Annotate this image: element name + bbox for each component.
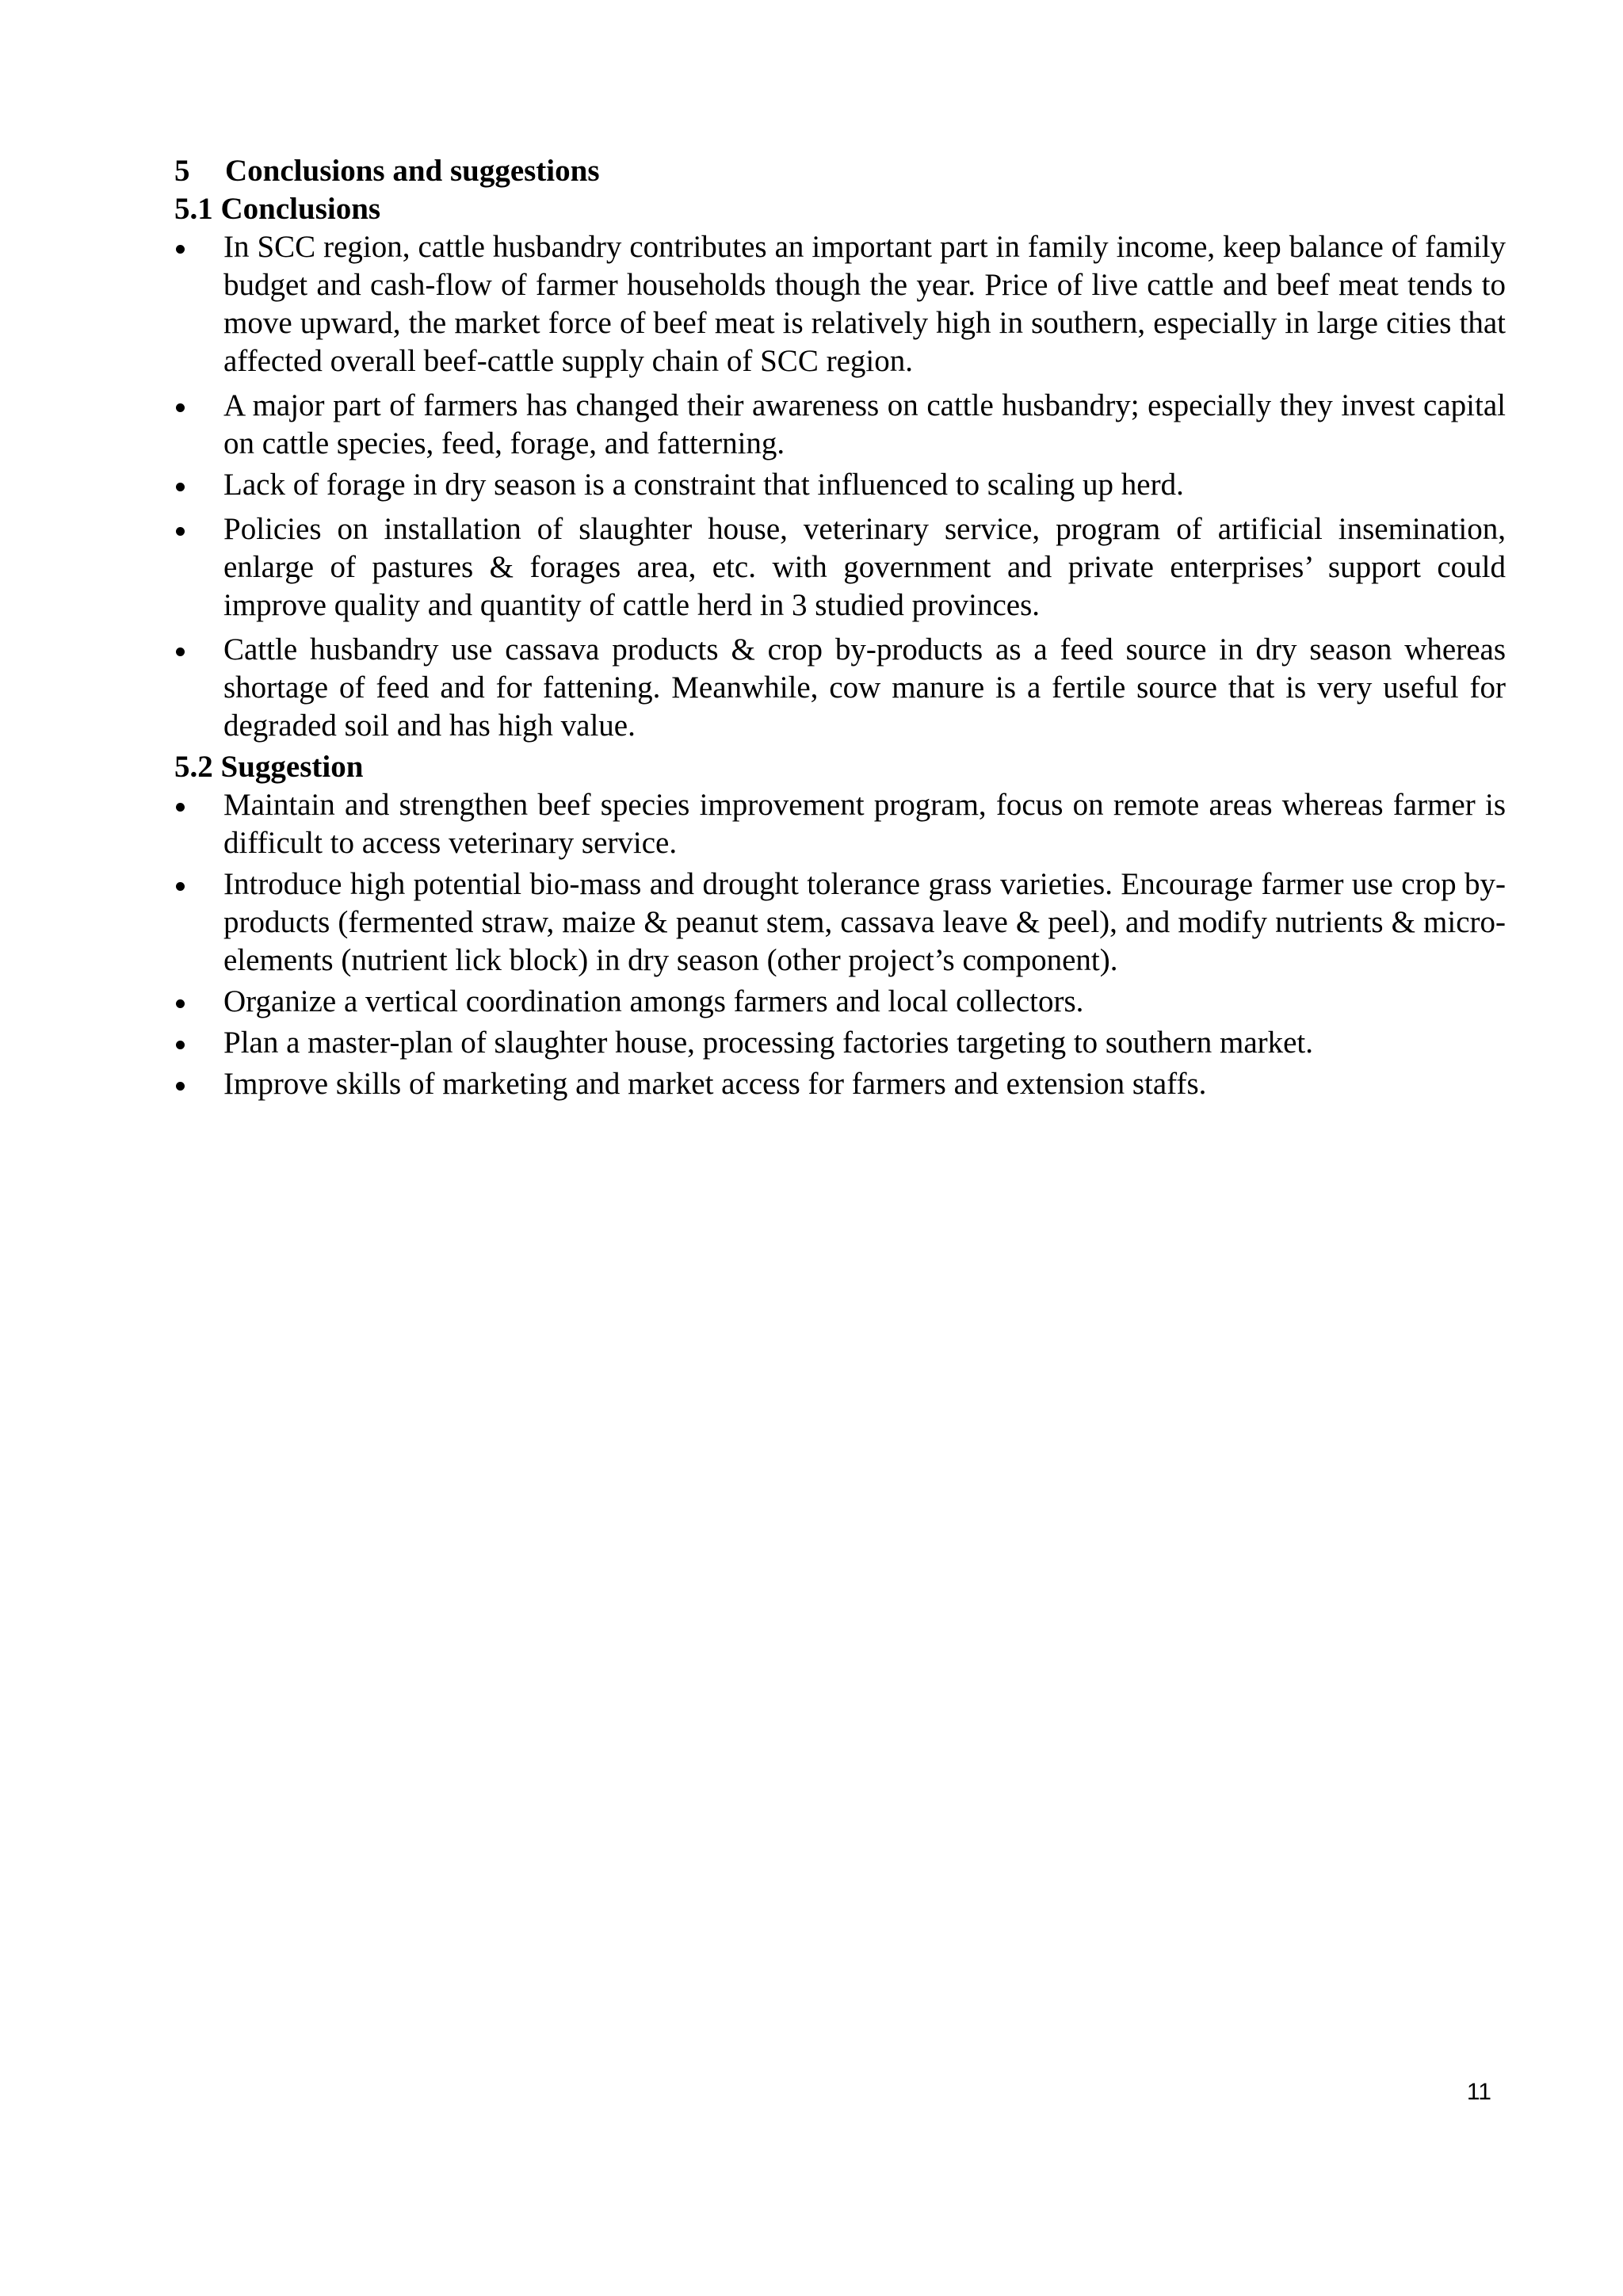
bullet-icon: [176, 245, 185, 254]
suggestion-list: [174, 786, 1506, 1103]
section-title: Conclusions and suggestions: [225, 154, 600, 188]
conclusions-list: [174, 228, 1506, 745]
suggestion-heading: 5.2 Suggestion: [174, 750, 364, 784]
list-item-text: Improve skills of marketing and market access for farmers and extension staffs.: [223, 1067, 1207, 1101]
list-item-text: Policies on installation of slaughter house, veterinary service, program of artificial insemination, enlarge of pastures & forages area, etc. with government and private enterprises’ support could improve quality and quantity of cattle herd in 3 studied provinces.: [223, 512, 1506, 622]
list-item-text: Introduce high potential bio-mass and drought tolerance grass varieties. Encourage farmer use crop by-products (fermented straw, maize & peanut stem, cassava leave & peel), and modify nutrients & micro-elements (nutrient lick block) in dry season (other project’s component).: [223, 867, 1506, 977]
bullet-icon: [176, 648, 185, 656]
list-item-text: In SCC region, cattle husbandry contributes an important part in family income, keep balance of family budget and cash-flow of farmer households though the year. Price of live cattle and beef meat tends to move upward, the market force of beef meat is relatively high in southern, especially in large cities that affected overall beef-cattle supply chain of SCC region.: [223, 230, 1506, 378]
conclusions-heading: 5.1 Conclusions: [174, 192, 381, 226]
section-number: 5: [174, 154, 190, 188]
bullet-icon: [176, 527, 185, 536]
bullet-icon: [176, 483, 185, 491]
list-item: [174, 786, 1506, 862]
list-item: [174, 983, 1506, 1021]
page-number: 11: [1466, 2079, 1491, 2105]
list-item: [174, 1024, 1506, 1062]
bullet-icon: [176, 882, 185, 891]
bullet-icon: [176, 403, 185, 412]
bullet-icon: [176, 1041, 185, 1049]
bullet-icon: [176, 999, 185, 1008]
list-item: [174, 631, 1506, 745]
list-item: [174, 387, 1506, 463]
list-item-text: Plan a master-plan of slaughter house, processing factories targeting to southern market.: [223, 1026, 1314, 1060]
list-item-text: Organize a vertical coordination amongs farmers and local collectors.: [223, 984, 1084, 1018]
section-heading: [174, 152, 1506, 190]
list-item: [174, 865, 1506, 980]
bullet-icon: [176, 803, 185, 812]
list-item: [174, 466, 1506, 504]
list-item: [174, 228, 1506, 380]
list-item-text: A major part of farmers has changed their awareness on cattle husbandry; especially they invest capital on cattle species, feed, forage, and fatterning.: [223, 388, 1506, 460]
page-content: [174, 152, 1506, 1106]
list-item-text: Maintain and strengthen beef species improvement program, focus on remote areas whereas farmer is difficult to access veterinary service.: [223, 788, 1506, 860]
list-item-text: Lack of forage in dry season is a constraint that influenced to scaling up herd.: [223, 468, 1184, 502]
bullet-icon: [176, 1082, 185, 1091]
list-item: [174, 1065, 1506, 1103]
list-item-text: Cattle husbandry use cassava products & crop by-products as a feed source in dry season whereas shortage of feed and for fattening. Meanwhile, cow manure is a fertile source that is very useful for degraded soil and has high value.: [223, 632, 1506, 743]
list-item: [174, 510, 1506, 625]
